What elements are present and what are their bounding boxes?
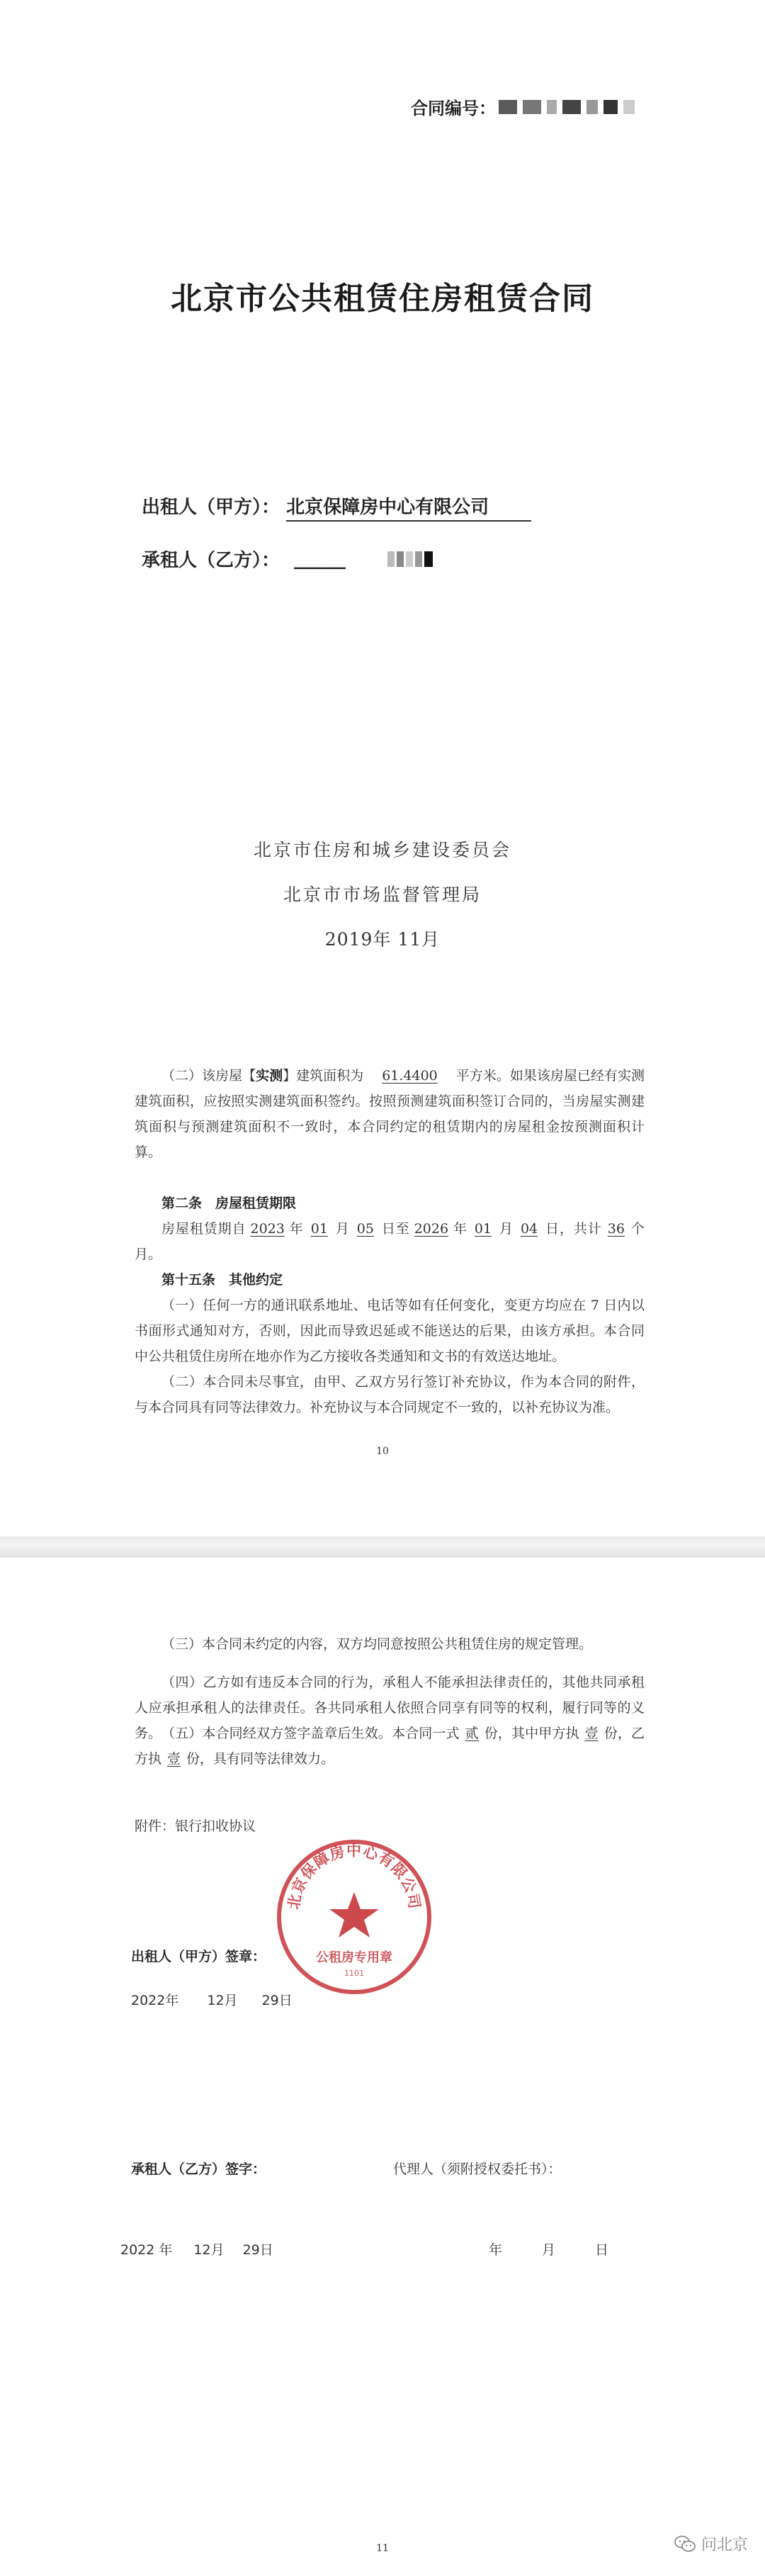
- lease-term-paragraph: 房屋租赁期自 2023 年 01 月 05 日至 2026 年 01 月 04 日，共计 36 个月。: [135, 1221, 645, 1262]
- seal-code: 1101: [344, 1969, 364, 1978]
- area-value: 61.4400: [382, 1068, 438, 1084]
- official-seal: [273, 1835, 436, 1998]
- start-month: 01: [310, 1221, 328, 1237]
- seal-star-icon: [329, 1892, 379, 1937]
- lessee-sign-date: 2022 年 12月 29日: [120, 2242, 273, 2258]
- lessee-blank: ______: [294, 548, 346, 570]
- page-number-11: 11: [376, 2543, 389, 2554]
- wechat-icon: [674, 2535, 696, 2553]
- lessee-name-redacted: [387, 551, 433, 567]
- issue-date: 2019年 11月: [324, 929, 441, 950]
- watermark: [674, 2533, 748, 2555]
- lessor-sign-label: 出租人（甲方）签章：: [131, 1949, 266, 1964]
- clause-4: （四）乙方如有违反本合同的行为，承租人不能承担法律责任的，其他共同承租人应承担承租人的法律责任。各共同承租人依照合同享有同等的权利，履行同等的义务。: [135, 1675, 645, 1741]
- article-15-heading: 第十五条 其他约定: [162, 1272, 283, 1288]
- copies-lessor: 壹: [584, 1726, 599, 1741]
- end-month: 01: [474, 1221, 492, 1237]
- attachment-note: 附件：银行扣收协议: [135, 1818, 256, 1834]
- lessor-name: 北京保障房中心有限公司: [286, 493, 531, 522]
- contract-title: 北京市公共租赁住房租赁合同: [171, 281, 594, 317]
- watermark-text: 问北京: [701, 2536, 748, 2554]
- issuer-2: 北京市市场监督管理局: [283, 884, 482, 905]
- page-number-10: 10: [376, 1446, 389, 1457]
- clause-5: （五）本合同经双方签字盖章后生效。本合同一式 贰 份，其中甲方执 壹 份，乙方执 壹 份，具有同等法律效力。: [135, 1726, 645, 1767]
- lessee-label: 承租人（乙方）：: [142, 550, 280, 571]
- building-area-paragraph: （二）该房屋【实测】建筑面积为 61.4400 平方米。如果该房屋已经有实测建筑面积，应按照实测建筑面积签约。按照预测建筑面积签订合同的，当房屋实测建筑面积与预测建筑面积不一致时，本合同约定的租赁期内的房屋租金按预测面积计算。: [135, 1068, 645, 1160]
- contract-number-redacted: [499, 100, 635, 114]
- seal-subtext: 公租房专用章: [316, 1950, 392, 1965]
- page-break: [0, 1536, 765, 1558]
- lessor-line: [142, 493, 531, 522]
- contract-number: [411, 94, 635, 119]
- copies-lessee: 壹: [167, 1751, 181, 1767]
- clause-3: （三）本合同未约定的内容，双方均同意按照公共租赁住房的规定管理。: [162, 1636, 593, 1652]
- clause-1: （一）任何一方的通讯联系地址、电话等如有任何变化，变更方均应在 7 日内以书面形式通知对方，否则，因此而导致迟延或不能送达的后果，由该方承担。本合同中公共租赁住房所在地亦作为乙方接收各类通知和文书的有效送达地址。: [135, 1298, 645, 1364]
- start-year: 2023: [250, 1221, 285, 1237]
- start-day: 05: [356, 1221, 374, 1237]
- article-2-heading: 第二条 房屋租赁期限: [162, 1196, 297, 1211]
- area-type: 实测: [256, 1068, 283, 1084]
- end-day: 04: [520, 1221, 538, 1237]
- lessor-label: 出租人（甲方）：: [142, 497, 280, 518]
- lessor-sign-date: 2022年 12月 29日: [131, 1993, 293, 2008]
- contract-number-label: 合同编号：: [411, 99, 496, 118]
- agent-sign-date: 年 月 日: [489, 2242, 609, 2258]
- lessee-sign-label: 承租人（乙方）签字：: [131, 2161, 266, 2177]
- issuer-1: 北京市住房和城乡建设委员会: [253, 840, 511, 860]
- end-year: 2026: [414, 1221, 449, 1237]
- lessee-line: [142, 546, 433, 572]
- clause-2: （二）本合同未尽事宜，由甲、乙双方另行签订补充协议，作为本合同的附件，与本合同具有同等法律效力。补充协议与本合同规定不一致的，以补充协议为准。: [135, 1374, 645, 1415]
- lease-months: 36: [607, 1221, 625, 1237]
- seal-text: 北京保障房中心有限公司: [285, 1842, 424, 1911]
- copies-total: 贰: [465, 1726, 479, 1741]
- agent-label: 代理人（须附授权委托书）：: [393, 2161, 562, 2177]
